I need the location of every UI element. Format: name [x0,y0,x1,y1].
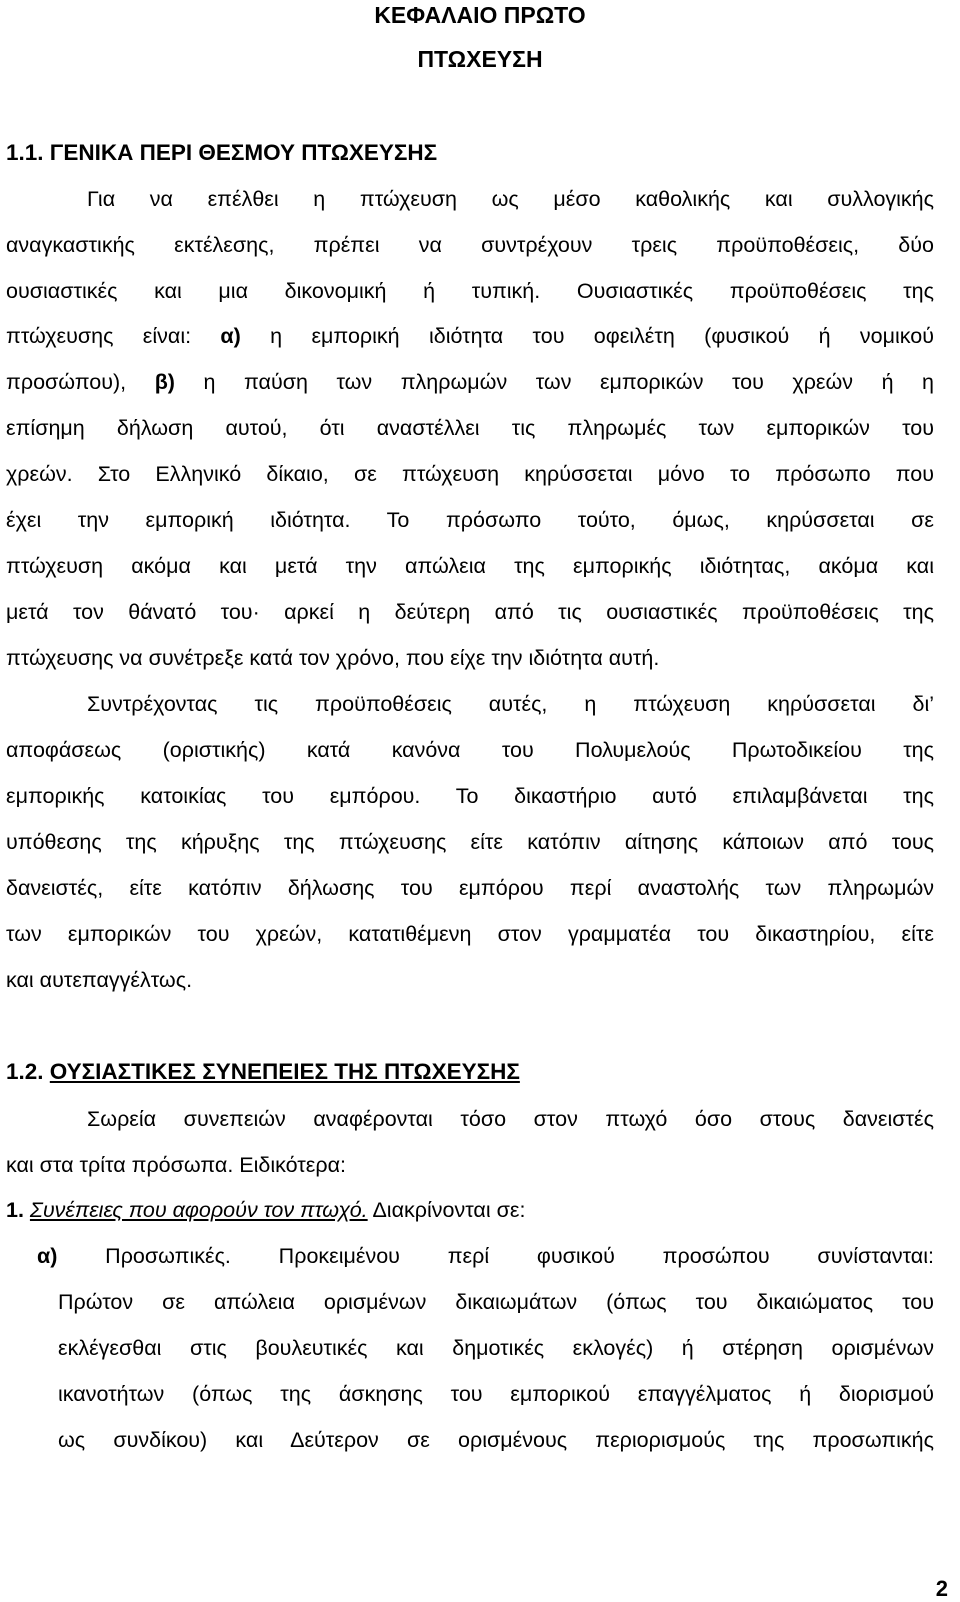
paragraph-line: πτώχευση ακόμα και μετά την απώλεια της εμπορικής ιδιότητας, ακόμα και [6,554,934,578]
list-item-1-title: Συνέπειες που αφορούν τον πτωχό. [29,1198,368,1222]
item-marker-a: α) [220,324,241,348]
section-1-title: ΓΕΝΙΚΑ ΠΕΡΙ ΘΕΣΜΟΥ ΠΤΩΧΕΥΣΗΣ [49,140,438,165]
paragraph-line: ικανοτήτων (όπως της άσκησης του εμπορικού επαγγέλματος ή διορισμού [58,1382,934,1406]
paragraph-line: εμπορικής κατοικίας του εμπόρου. Το δικαστήριο αυτό επιλαμβάνεται της [6,784,934,808]
paragraph-line: πτώχευσης να συνέτρεξε κατά τον χρόνο, που είχε την ιδιότητα αυτή. [6,646,660,670]
paragraph-line: υπόθεσης της κήρυξης της πτώχευσης είτε κατόπιν αίτησης κάποιων από τους [6,830,934,854]
paragraph-line: χρεών. Στο Ελληνικό δίκαιο, σε πτώχευση κηρύσσεται μόνο το πρόσωπο που [6,462,934,486]
page-number: 2 [935,1576,948,1601]
list-item-a: α) Προσωπικές. Προκειμένου περί φυσικού προσώπου συνίστανται: [37,1244,934,1268]
list-item-a-label: α) [37,1244,58,1268]
section-1-number: 1.1. [6,140,44,165]
list-item-1-number: 1. [6,1198,24,1222]
item-marker-b: β) [154,370,175,394]
section-2-number: 1.2. [6,1059,44,1084]
section-2-heading [6,1059,520,1085]
section-1-heading [6,140,437,166]
paragraph-line: μετά τον θάνατό του· αρκεί η δεύτερη από τις ουσιαστικές προϋποθέσεις της [6,600,934,624]
paragraph-line: έχει την εμπορική ιδιότητα. Το πρόσωπο τούτο, όμως, κηρύσσεται σε [6,508,934,532]
section-2-title: ΟΥΣΙΑΣΤΙΚΕΣ ΣΥΝΕΠΕΙΕΣ ΤΗΣ ΠΤΩΧΕΥΣΗΣ [49,1059,520,1084]
paragraph-line: αναγκαστικής εκτέλεσης, πρέπει να συντρέχουν τρεις προϋποθέσεις, δύο [6,233,934,257]
paragraph-line: Σωρεία συνεπειών αναφέρονται τόσο στον πτωχό όσο στους δανειστές [87,1107,934,1131]
chapter-subtitle: ΠΤΩΧΕΥΣΗ [417,46,543,72]
paragraph-line: επίσημη δήλωση αυτού, ότι αναστέλλει τις πληρωμές των εμπορικών του [6,416,934,440]
paragraph-line: προσώπου), β) η παύση των πληρωμών των εμπορικών του χρεών ή η [6,370,935,394]
paragraph-line: και αυτεπαγγέλτως. [6,968,193,992]
paragraph-line: Συντρέχοντας τις προϋποθέσεις αυτές, η πτώχευση κηρύσσεται δι’ [87,692,934,716]
paragraph-line: δανειστές, είτε κατόπιν δήλωσης του εμπόρου περί αναστολής των πληρωμών [6,876,934,900]
list-item-1: 1. Συνέπειες που αφορούν τον πτωχό. Διακρίνονται σε: [6,1198,526,1222]
paragraph-line: εκλέγεσθαι στις βουλευτικές και δημοτικές εκλογές) ή στέρηση ορισμένων [58,1336,934,1360]
paragraph-line: αποφάσεως (οριστικής) κατά κανόνα του Πολυμελούς Πρωτοδικείου της [6,738,934,762]
paragraph-line: Πρώτον σε απώλεια ορισμένων δικαιωμάτων (όπως του δικαιώματος του [58,1290,934,1314]
chapter-title: ΚΕΦΑΛΑΙΟ ΠΡΩΤΟ [374,2,586,28]
paragraph-line: πτώχευσης είναι: α) η εμπορική ιδιότητα του οφειλέτη (φυσικού ή νομικού [6,324,934,348]
paragraph-line: των εμπορικών του χρεών, κατατιθέμενη στον γραμματέα του δικαστηρίου, είτε [6,922,934,946]
paragraph-line: Για να επέλθει η πτώχευση ως μέσο καθολικής και συλλογικής [87,187,934,211]
paragraph-line: ως συνδίκου) και Δεύτερον σε ορισμένους περιορισμούς της προσωπικής [58,1428,934,1452]
paragraph-line: ουσιαστικές και μια δικονομική ή τυπική. Ουσιαστικές προϋποθέσεις της [6,279,934,303]
paragraph-line: και στα τρίτα πρόσωπα. Ειδικότερα: [6,1153,347,1177]
